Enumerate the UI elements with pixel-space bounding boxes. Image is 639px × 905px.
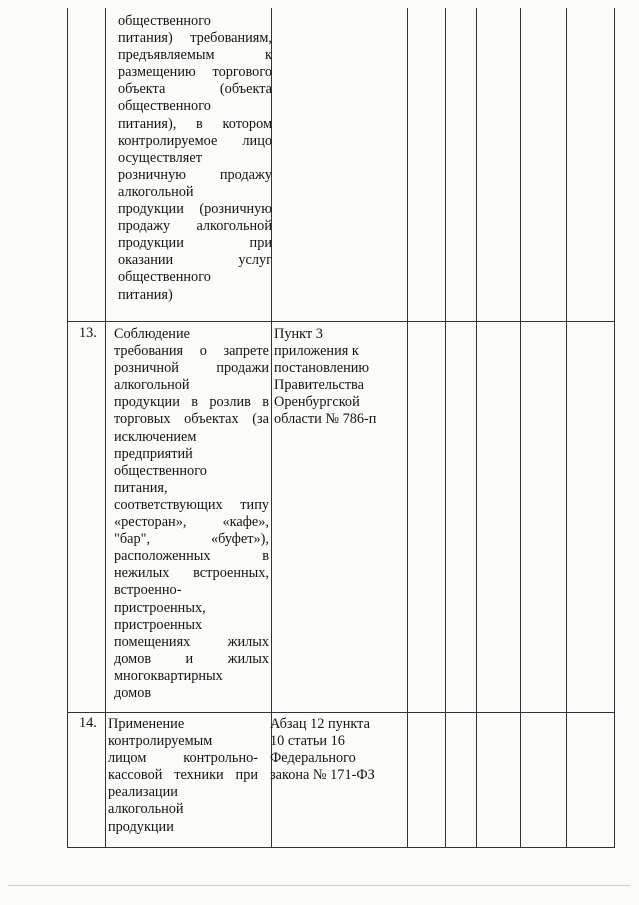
text-line [118,287,272,304]
text-line [114,582,269,599]
text-line [114,326,269,343]
text-word: при [235,767,258,784]
text-word: «буфет»), [210,531,269,548]
text-word: пристроенных, [114,599,206,616]
row-divider-2 [67,712,615,713]
text-word: «ресторан», [114,514,187,531]
text-line [108,767,258,784]
basis-line: Федерального [270,750,356,767]
text-line [118,150,272,167]
basis-line: 10 статьи 16 [270,733,345,750]
table-border-bottom [67,847,615,848]
text-word: розничную [118,166,186,183]
text-line [118,269,272,286]
text-word: питания, [114,479,168,496]
text-word: пристроенных [114,616,203,633]
row-divider-1 [67,321,615,322]
text-word: продажу [118,218,171,235]
text-line [118,133,272,150]
text-line [114,429,269,446]
text-word: общественного [118,98,211,115]
text-word: (объекта [219,81,272,98]
text-word: контролируемым [108,733,213,750]
row-14-requirement [108,716,258,836]
text-line [118,252,272,269]
basis-line: области № 786-п [274,411,377,428]
text-word: алкогольной [114,377,190,394]
text-line [118,47,272,64]
basis-line: Правительства [274,377,364,394]
text-word: в [262,548,269,565]
text-word: контролируемое [118,132,218,149]
text-word: техники [174,767,224,784]
text-word: расположенных [114,548,211,565]
text-word: типу [240,496,269,513]
text-word: продажу [219,166,272,183]
text-line [108,801,258,818]
basis-line: Пункт 3 [274,326,323,342]
text-word: услуг [238,252,272,269]
column-divider-4 [445,8,446,848]
text-word: контрольно- [183,750,258,767]
text-line [114,394,269,411]
text-word: в [191,394,198,411]
text-word: домов [114,650,152,667]
text-word: жилых [227,650,269,667]
table-border-right [614,8,615,848]
text-line [114,343,269,360]
basis-line: постановлению [274,360,370,377]
basis-line: приложения к [274,343,359,360]
text-word: нежилых [114,565,170,582]
text-line [118,201,272,218]
text-line [114,480,269,497]
text-word: розлив [209,394,251,411]
text-word: котором [222,115,272,132]
text-word: (за [252,411,269,428]
text-word: продукции [114,394,180,411]
text-line [118,235,272,252]
text-word: общественного [118,13,211,29]
text-line [114,377,269,394]
text-line [108,819,258,836]
text-word: продукции [118,201,184,218]
text-line [114,600,269,617]
text-word: общественного [114,462,207,479]
text-line [108,750,258,767]
table-border-left [67,8,68,848]
text-line [118,116,272,133]
text-word: требованиям, [190,30,272,47]
column-divider-5 [476,8,477,848]
text-word: Применение [108,716,185,732]
text-word: соответствующих [114,496,223,513]
text-line [114,411,269,428]
text-word: объектах [184,411,239,428]
text-word: предъявляемым [118,47,215,64]
column-divider-7 [566,8,567,848]
text-line [114,463,269,480]
text-word: торговых [114,411,171,428]
text-line [114,651,269,668]
text-line [114,634,269,651]
text-word: лицом [108,750,147,767]
text-word: в [196,115,203,132]
text-line [114,685,269,702]
text-line [118,81,272,98]
text-word: продажи [216,360,269,377]
text-word: запрете [223,343,269,360]
text-word: лицо [242,132,272,149]
text-word: осуществляет [118,149,202,166]
text-word: о [199,343,207,360]
text-line [114,531,269,548]
text-word: и [185,650,194,667]
column-divider-3 [407,8,408,848]
text-line [118,98,272,115]
text-word: розничной [114,360,179,377]
text-word: в [262,394,269,411]
text-line [118,30,272,47]
basis-line: закона № 171-ФЗ [270,767,375,784]
text-line [118,218,272,235]
text-word: помещениях [114,633,191,650]
basis-line: Оренбургской [274,394,360,411]
text-line [114,446,269,463]
text-line [108,716,258,733]
text-word: при [249,235,272,252]
column-divider-1 [105,8,106,848]
text-word: торгового [212,64,272,81]
row-14-number: 14. [79,715,97,731]
text-word: встроенных, [193,565,269,582]
text-line [114,548,269,565]
text-word: размещению [118,64,196,81]
text-line [114,617,269,634]
text-word: к [265,47,272,64]
text-word: объекта [118,81,166,98]
text-word: требования [114,343,184,360]
column-divider-6 [520,8,521,848]
text-word: оказании [118,252,174,269]
text-word: кассовой [108,767,163,784]
row-13-number: 13. [79,325,97,341]
text-word: алкогольной [196,218,272,235]
text-word: встроенно- [114,582,182,599]
text-line [108,733,258,750]
text-word: питания) [118,30,173,47]
text-line [118,184,272,201]
row-continued-requirement [118,13,272,304]
text-word: (розничную [199,201,272,218]
text-word: предприятий [114,445,193,462]
text-line [118,13,272,30]
text-word: алкогольной [118,183,194,200]
text-word: питания), [118,115,177,132]
text-word: продукции [108,818,174,835]
text-word: многоквартирных [114,667,223,684]
text-line [118,167,272,184]
text-word: общественного [118,269,211,286]
basis-line: Абзац 12 пункта [270,716,370,732]
text-word: исключением [114,428,197,445]
text-line [118,64,272,81]
text-word: домов [114,684,152,701]
text-word: "бар", [114,531,151,548]
text-line [114,497,269,514]
text-word: жилых [227,633,269,650]
text-word: реализации [108,784,178,801]
text-word: Соблюдение [114,326,190,342]
row-14-legal-basis [270,716,404,784]
text-word: «кафе», [222,514,269,531]
row-13-legal-basis [274,326,406,429]
text-word: алкогольной [108,801,184,818]
text-line [114,565,269,582]
text-word: продукции [118,235,184,252]
text-line [114,668,269,685]
text-word: питания) [118,286,173,303]
page-bottom-rule [8,885,630,886]
row-13-requirement [114,326,269,702]
text-line [108,784,258,801]
text-line [114,360,269,377]
text-line [114,514,269,531]
